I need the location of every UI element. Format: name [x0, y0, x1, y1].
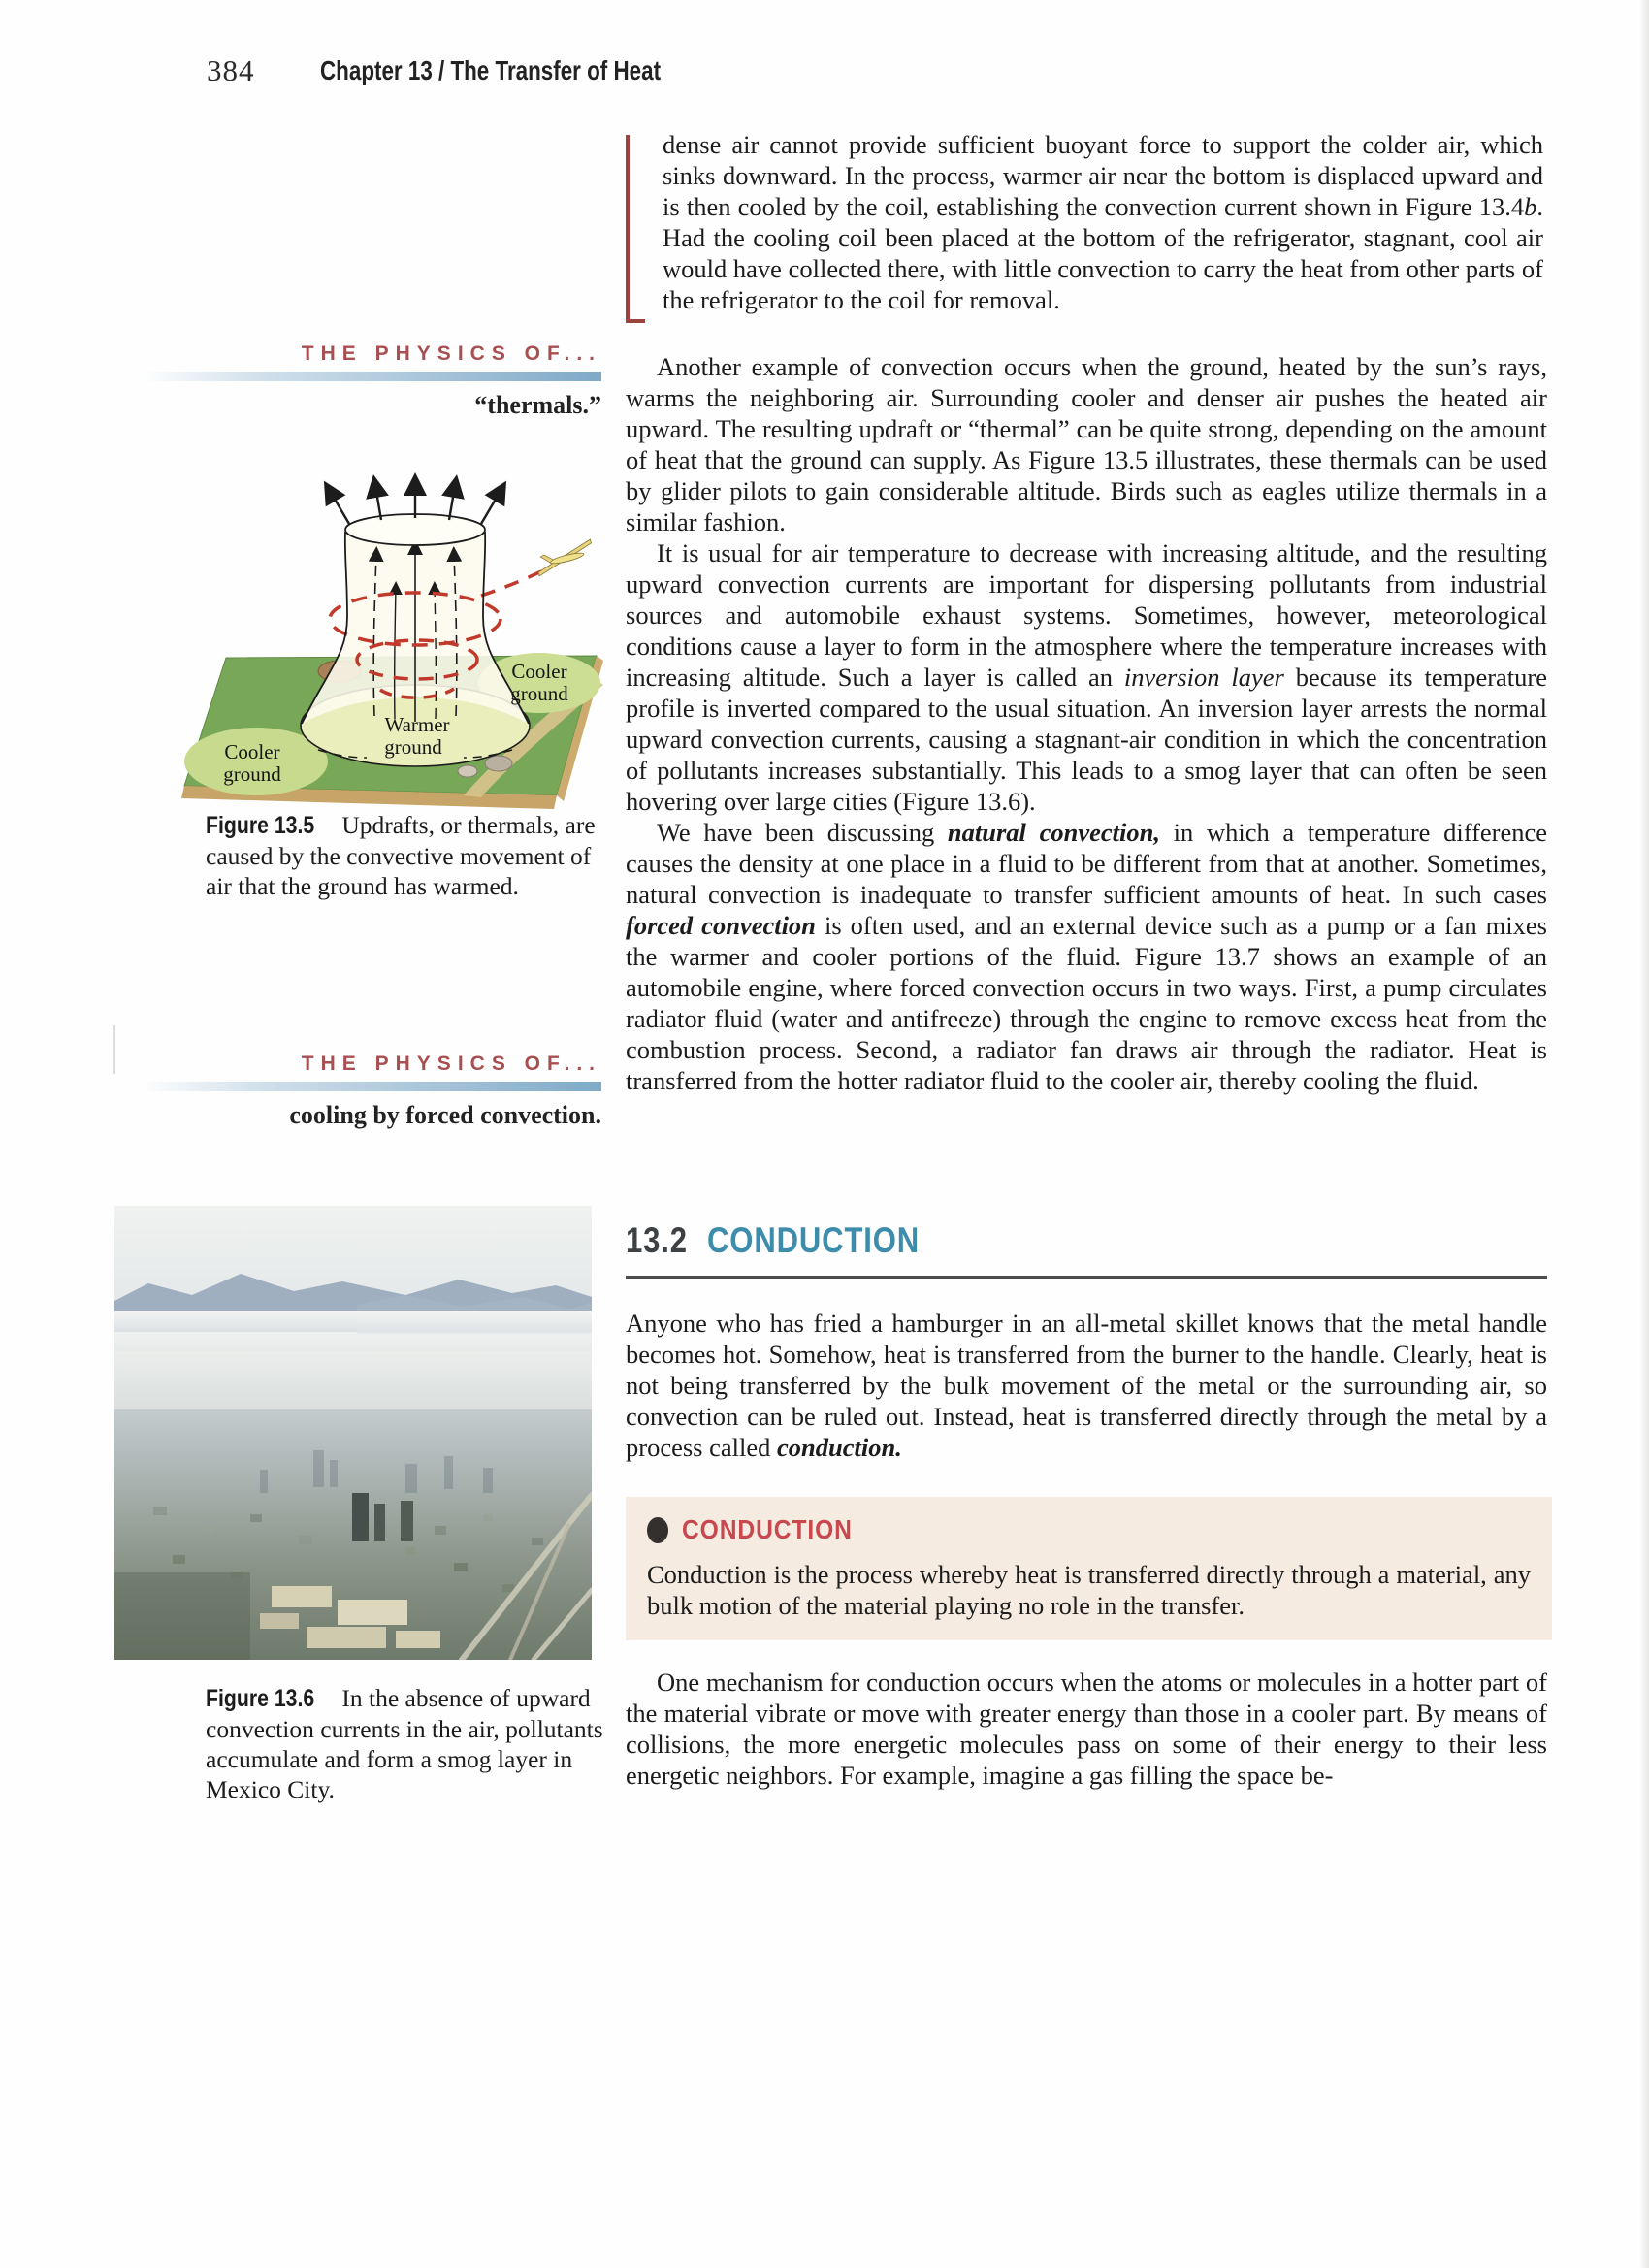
rock-3 [458, 765, 477, 777]
section-rule [626, 1276, 1547, 1279]
figure-13-5-caption [206, 810, 617, 901]
label-cooler-left-2: ground [223, 762, 281, 786]
page-number: 384 [207, 53, 255, 87]
paragraph-conduction-mechanism: One mechanism for conduction occurs when the atoms or molecules in a hotter part of the material vibrate or move with greater energy than those in a cooler part. By means of collisions, the more energetic molecules pass on some of their energy to their less energetic neighbors. For example, imagine a gas filling the space be- [626, 1668, 1547, 1790]
main-text-column [626, 351, 1547, 1096]
section-heading [626, 1220, 920, 1261]
mexico-city-aerial-photo [114, 1206, 592, 1660]
figure-13-6-caption [206, 1683, 617, 1804]
tower-2 [374, 1504, 385, 1541]
thermal-diagram [173, 471, 617, 811]
funnel-top-opening [345, 514, 485, 545]
figure-13-6-smog-photo [114, 1206, 592, 1660]
figure-13-6-caption-text: In the absence of upward convection currents in the air, pollutants accumulate and form a smog layer in Mexico City. [206, 1684, 603, 1803]
physics-of-gradient-bar [144, 1082, 601, 1091]
physics-of-gradient-bar [144, 372, 601, 381]
figure-13-6-caption-label: Figure 13.6 [206, 1685, 315, 1712]
physics-of-label: THE PHYSICS OF... [301, 342, 601, 365]
chapter-running-head: Chapter 13 / The Transfer of Heat [320, 55, 662, 85]
label-cooler-left-1: Cooler [224, 740, 280, 763]
label-cooler-right-1: Cooler [511, 660, 567, 683]
definition-box-text: Conduction is the process whereby heat is transferred directly through a material, any bulk motion of the material playing no role in the transfer. [647, 1560, 1531, 1620]
tower-3 [401, 1501, 413, 1541]
bullet-icon [647, 1517, 668, 1543]
label-warmer-1: Warmer [384, 713, 450, 736]
paragraph-skillet: Anyone who has fried a hamburger in an all-metal skillet knows that the metal handle becomes hot. Somehow, heat is transferred from the burner to the handle. Clearly, heat is not being transferred by the bulk movement of the metal or the surrounding air, so convection can be ruled out. Instead, heat is transferred directly through the metal by a process called conduction. [626, 1309, 1547, 1462]
paragraph-natural-forced-convection: We have been discussing natural convection, in which a temperature difference causes the density at one place in a fluid to be different from that at another. Sometimes, natural convection is inadequate to transfer sufficient amounts of heat. In such cases forced convection is often used, and an external device such as a pump or a fan mixes the warmer and cooler portions of the fluid. Figure 13.7 shows an example of an automobile engine, where forced convection occurs in two ways. First, a pump circulates radiator fluid (water and antifreeze) through the engine to remove excess heat from the combustion process. Second, a radiator fan draws air through the radiator. Heat is transferred from the hotter radiator fluid to the cooler air, thereby cooling the fluid. [626, 818, 1548, 1095]
glider-icon [534, 539, 596, 576]
figure-13-5-caption-text: Updrafts, or thermals, are caused by the convective movement of air that the ground has warmed. [206, 811, 596, 900]
paragraph-thermals: Another example of convection occurs when the ground, heated by the sun’s rays, warms the neighboring air. Surrounding cooler and denser air pushes the heated air upward. The resulting updraft or “thermal” can be quite strong, depending on the amount of heat that the ground can supply. As Figure 13.5 illustrates, these thermals can be used by glider pilots to gain considerable altitude. Birds such as eagles utilize thermals in a similar fashion. [626, 352, 1547, 536]
rock-2 [485, 756, 512, 771]
definition-box-header [647, 1514, 1531, 1545]
physics-of-label: THE PHYSICS OF... [301, 1053, 601, 1075]
physics-of-topic: “thermals.” [474, 391, 601, 419]
definition-box-title: CONDUCTION [682, 1514, 853, 1544]
paragraph-inversion-layer: It is usual for air temperature to decrease with increasing altitude, and the resulting upward convection currents are important for dispersing pollutants from industrial sources and automobile exhaust systems. Sometimes, however, meteorological conditions cause a layer to form in the atmosphere where the temperature increases with increasing altitude. Such a layer is called an inversion layer because its temperature profile is inverted compared to the usual situation. An inversion layer arrests the normal upward convection currents, causing a stagnant-air condition in which the concentration of pollutants increases substantially. This leads to a smog layer that can often be seen hovering over large cities (Figure 13.6). [626, 538, 1548, 816]
figure-13-5-caption-label: Figure 13.5 [206, 812, 315, 839]
page-edge-shadow [1639, 0, 1649, 2268]
label-warmer-2: ground [384, 735, 442, 759]
paragraph-bracket [626, 135, 645, 323]
scan-artifact [113, 1025, 115, 1074]
dark-district [114, 1572, 250, 1660]
conduction-definition-box [626, 1497, 1552, 1640]
figure-13-5-thermal-illustration [173, 471, 617, 811]
physics-of-forced-convection-block [144, 1053, 601, 1130]
physics-of-thermals-block [144, 342, 601, 420]
tower-1 [352, 1493, 369, 1541]
red-glider-track [481, 568, 547, 596]
paragraph-refrigerator: dense air cannot provide sufficient buoyant force to support the colder air, which sinks downward. In the process, warmer air near the bottom is displaced upward and is then cooled by the coil, establishing the convection current shown in Figure 13.4b. Had the cooling coil been placed at the bottom of the refrigerator, stagnant, cool air would have collected there, with little convection to carry the heat from other parts of the refrigerator to the coil for removal. [663, 130, 1543, 314]
physics-of-topic: cooling by forced convection. [289, 1101, 601, 1129]
section-number: 13.2 [626, 1220, 688, 1260]
label-cooler-right-2: ground [510, 682, 568, 705]
section-title: CONDUCTION [707, 1220, 921, 1260]
